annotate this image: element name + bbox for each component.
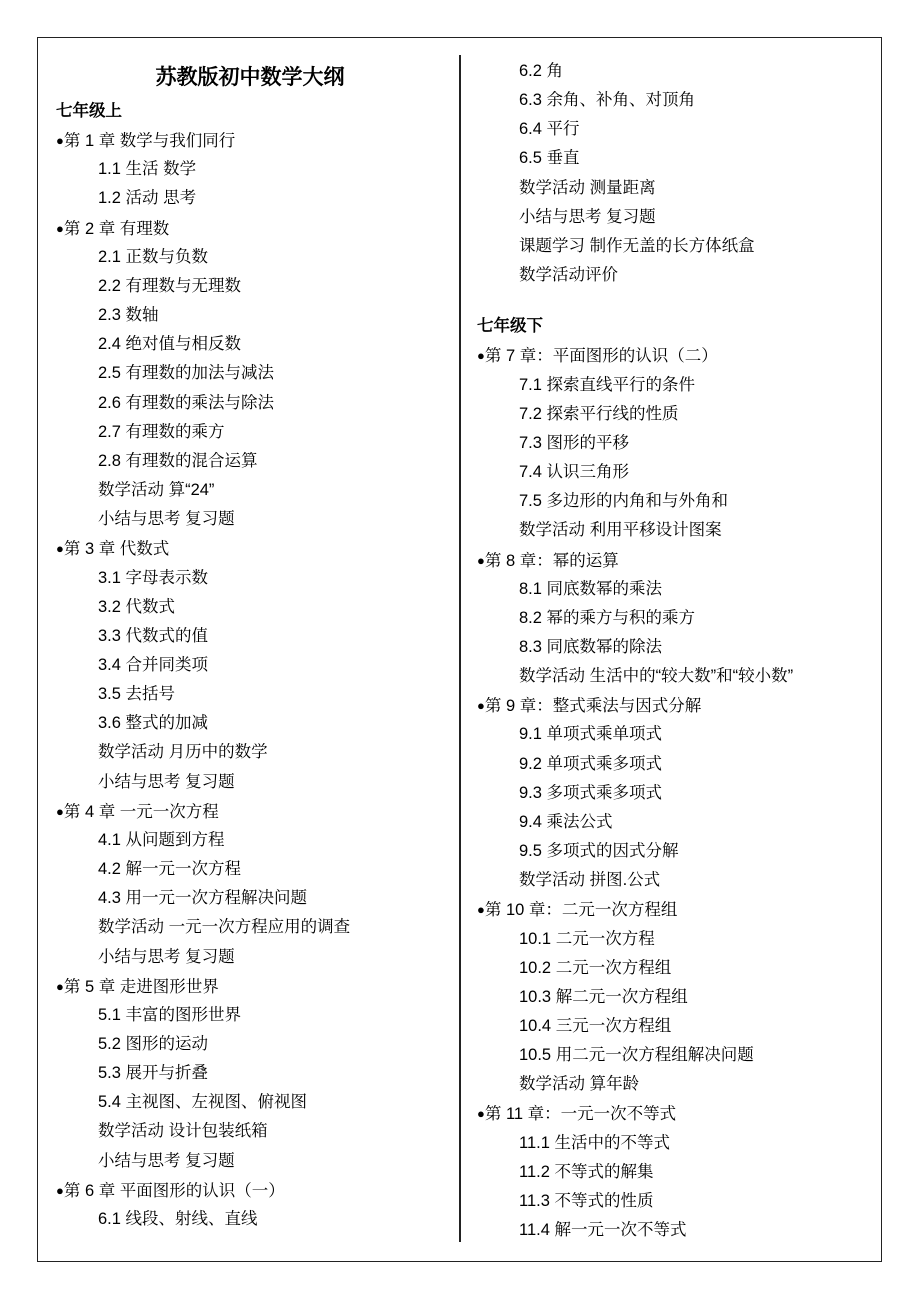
- section-item: [477, 925, 877, 954]
- chapter-heading: [477, 691, 877, 720]
- item-text: 3.6 整式的加减: [98, 714, 209, 733]
- item-text: 3.2 代数式: [98, 597, 176, 616]
- chapter-heading: [477, 895, 877, 924]
- section-item: [56, 884, 456, 913]
- item-text: 1.2 活动 思考: [98, 189, 197, 208]
- section-item: [477, 983, 877, 1012]
- item-text: 6.2 角: [519, 62, 564, 80]
- document-title: 苏教版初中数学大纲: [155, 66, 345, 89]
- section-item: [477, 1158, 877, 1187]
- item-text: 9.3 多项式乘多项式: [519, 783, 663, 802]
- item-text: 4.2 解一元一次方程: [98, 860, 242, 879]
- section-item: [56, 155, 456, 184]
- item-text: 2.1 正数与负数: [98, 247, 209, 266]
- item-text: 2.6 有理数的乘法与除法: [98, 393, 275, 412]
- bullet-icon: ●: [56, 1182, 64, 1198]
- section-item: [477, 1216, 877, 1245]
- chapter-text: 第 1 章 数学与我们同行: [63, 132, 236, 151]
- item-text: 6.1 线段、射线、直线: [98, 1209, 258, 1228]
- section-item: [56, 738, 456, 767]
- section-item: [56, 1059, 456, 1088]
- section-item: [477, 1129, 877, 1158]
- chapter-heading: [477, 341, 877, 370]
- section-item: [56, 1147, 456, 1176]
- item-text: 小结与思考 复习题: [98, 1151, 235, 1170]
- item-text: 11.3 不等式的性质: [519, 1191, 654, 1210]
- section-item: [477, 115, 877, 144]
- item-text: 10.5 用二元一次方程组解决问题: [519, 1046, 754, 1065]
- item-text: 10.2 二元一次方程组: [519, 958, 672, 977]
- bullet-icon: ●: [56, 803, 64, 819]
- chapter-heading: [477, 1099, 877, 1128]
- section-item: [477, 808, 877, 837]
- section-item: [56, 826, 456, 855]
- section-item: [56, 476, 456, 505]
- item-text: 7.1 探索直线平行的条件: [519, 375, 696, 394]
- item-text: 9.1 单项式乘单项式: [519, 725, 663, 744]
- section-item: [56, 1030, 456, 1059]
- grade-text: 七年级下: [477, 317, 543, 336]
- section-item: [56, 301, 456, 330]
- section-item: [56, 359, 456, 388]
- section-item: [477, 458, 877, 487]
- item-text: 7.2 探索平行线的性质: [519, 404, 679, 423]
- section-item: [477, 750, 877, 779]
- bullet-icon: ●: [56, 541, 64, 557]
- item-text: 数学活动 生活中的“较大数”和“较小数”: [519, 667, 794, 686]
- section-item: [56, 1001, 456, 1030]
- section-item: [56, 447, 456, 476]
- bullet-icon: ●: [56, 978, 64, 994]
- item-text: 7.5 多边形的内角和与外角和: [519, 492, 729, 511]
- section-item: [477, 516, 877, 545]
- item-text: 数学活动 利用平移设计图案: [519, 521, 722, 540]
- bullet-icon: ●: [477, 348, 485, 364]
- section-item: [56, 593, 456, 622]
- chapter-text: 第 7 章：平面图形的认识（二）: [484, 347, 718, 366]
- item-text: 课题学习 制作无盖的长方体纸盒: [519, 236, 755, 255]
- item-text: 3.4 合并同类项: [98, 655, 209, 674]
- section-item: [56, 1088, 456, 1117]
- bullet-icon: ●: [56, 220, 64, 236]
- section-item: [477, 1070, 877, 1099]
- right-column: [477, 57, 877, 1245]
- item-text: 10.4 三元一次方程组: [519, 1017, 672, 1035]
- item-text: 2.4 绝对值与相反数: [98, 335, 242, 354]
- section-item: [56, 272, 456, 301]
- item-text: 4.3 用一元一次方程解决问题: [98, 889, 308, 908]
- item-text: 8.1 同底数幂的乘法: [519, 579, 663, 598]
- item-text: 9.4 乘法公式: [519, 812, 613, 831]
- item-text: 2.2 有理数与无理数: [98, 276, 242, 295]
- chapter-heading: [56, 534, 456, 563]
- section-item: [477, 429, 877, 458]
- left-column: [56, 97, 456, 1234]
- section-item: [56, 184, 456, 213]
- chapter-heading: [56, 126, 456, 155]
- bullet-icon: ●: [477, 552, 485, 568]
- section-item: [56, 1205, 456, 1234]
- item-text: 11.4 解一元一次不等式: [519, 1221, 687, 1240]
- chapter-heading: [56, 214, 456, 243]
- chapter-heading: [477, 546, 877, 575]
- item-text: 数学活动评价: [519, 266, 618, 285]
- chapter-text: 第 4 章 一元一次方程: [63, 802, 219, 821]
- section-item: [477, 261, 877, 290]
- section-item: [56, 1117, 456, 1146]
- section-item: [477, 86, 877, 115]
- section-item: [477, 662, 877, 691]
- section-item: [477, 1041, 877, 1070]
- section-item: [477, 400, 877, 429]
- item-text: 6.3 余角、补角、对顶角: [519, 91, 696, 110]
- item-text: 小结与思考 复习题: [98, 947, 235, 966]
- item-text: 小结与思考 复习题: [98, 772, 235, 791]
- item-text: 7.3 图形的平移: [519, 433, 630, 452]
- section-item: [477, 779, 877, 808]
- item-text: 2.5 有理数的加法与减法: [98, 364, 275, 383]
- item-text: 5.1 丰富的图形世界: [98, 1005, 242, 1024]
- item-text: 3.3 代数式的值: [98, 626, 209, 645]
- item-text: 8.2 幂的乘方与积的乘方: [519, 608, 696, 627]
- bullet-icon: ●: [477, 698, 485, 714]
- chapter-text: 第 5 章 走进图形世界: [63, 977, 219, 996]
- section-item: [477, 575, 877, 604]
- bullet-icon: ●: [477, 1106, 485, 1122]
- section-item: [477, 604, 877, 633]
- item-text: 3.5 去括号: [98, 685, 176, 704]
- section-item: [477, 144, 877, 173]
- section-item: [477, 232, 877, 261]
- chapter-text: 第 10 章：二元一次方程组: [484, 901, 678, 920]
- item-text: 9.2 单项式乘多项式: [519, 754, 663, 773]
- item-text: 2.7 有理数的乘方: [98, 422, 225, 441]
- item-text: 数学活动 拼图.公式: [519, 871, 661, 890]
- section-item: [477, 633, 877, 662]
- item-text: 9.5 多项式的因式分解: [519, 842, 679, 861]
- item-text: 小结与思考 复习题: [98, 510, 235, 529]
- section-item: [477, 1187, 877, 1216]
- grade-text: 七年级上: [56, 102, 122, 120]
- item-text: 10.1 二元一次方程: [519, 929, 655, 948]
- grade-heading: [56, 97, 456, 126]
- item-text: 6.5 垂直: [519, 149, 580, 168]
- chapter-heading: [56, 1176, 456, 1205]
- section-item: [56, 622, 456, 651]
- bullet-icon: ●: [56, 133, 64, 149]
- item-text: 3.1 字母表示数: [98, 568, 209, 587]
- chapter-text: 第 2 章 有理数: [63, 219, 170, 238]
- item-text: 8.3 同底数幂的除法: [519, 637, 663, 656]
- section-item: [56, 389, 456, 418]
- section-item: [56, 243, 456, 272]
- item-text: 7.4 认识三角形: [519, 463, 630, 482]
- chapter-text: 第 3 章 代数式: [63, 540, 170, 559]
- section-item: [56, 943, 456, 972]
- item-text: 4.1 从问题到方程: [98, 830, 225, 849]
- chapter-heading: [56, 797, 456, 826]
- section-item: [56, 564, 456, 593]
- section-item: [56, 855, 456, 884]
- item-text: 6.4 平行: [519, 120, 580, 139]
- item-text: 2.8 有理数的混合运算: [98, 451, 258, 470]
- chapter-text: 第 8 章：幂的运算: [484, 551, 619, 570]
- section-item: [477, 174, 877, 203]
- bullet-icon: ●: [477, 902, 485, 918]
- item-text: 数学活动 算“24”: [98, 481, 215, 500]
- section-item: [477, 954, 877, 983]
- section-item: [477, 487, 877, 516]
- section-item: [477, 866, 877, 895]
- section-item: [477, 57, 877, 86]
- item-text: 5.3 展开与折叠: [98, 1064, 209, 1083]
- item-text: 1.1 生活 数学: [98, 160, 197, 179]
- chapter-text: 第 9 章：整式乘法与因式分解: [484, 697, 702, 716]
- item-text: 5.2 图形的运动: [98, 1035, 209, 1053]
- grade-heading: [477, 312, 877, 341]
- section-item: [56, 330, 456, 359]
- item-text: 11.1 生活中的不等式: [519, 1133, 670, 1152]
- section-item: [477, 203, 877, 232]
- section-item: [56, 651, 456, 680]
- item-text: 数学活动 设计包装纸箱: [98, 1122, 268, 1141]
- item-text: 5.4 主视图、左视图、俯视图: [98, 1093, 308, 1112]
- chapter-text: 第 6 章 平面图形的认识（一）: [63, 1181, 285, 1200]
- section-item: [477, 1012, 877, 1041]
- chapter-heading: [56, 972, 456, 1001]
- section-item: [56, 709, 456, 738]
- section-item: [56, 913, 456, 942]
- section-item: [477, 371, 877, 400]
- item-text: 2.3 数轴: [98, 306, 159, 325]
- item-text: 11.2 不等式的解集: [519, 1162, 654, 1181]
- item-text: 数学活动 算年龄: [519, 1075, 640, 1094]
- chapter-text: 第 11 章：一元一次不等式: [484, 1105, 677, 1124]
- item-text: 数学活动 测量距离: [519, 178, 656, 197]
- section-item: [56, 505, 456, 534]
- item-text: 小结与思考 复习题: [519, 207, 656, 226]
- section-item: [477, 720, 877, 749]
- item-text: 数学活动 一元一次方程应用的调查: [98, 918, 351, 937]
- section-item: [56, 680, 456, 709]
- section-item: [56, 418, 456, 447]
- column-divider: [459, 55, 461, 1242]
- item-text: 数学活动 月历中的数学: [98, 743, 268, 762]
- item-text: 10.3 解二元一次方程组: [519, 987, 688, 1006]
- section-item: [56, 768, 456, 797]
- section-item: [477, 837, 877, 866]
